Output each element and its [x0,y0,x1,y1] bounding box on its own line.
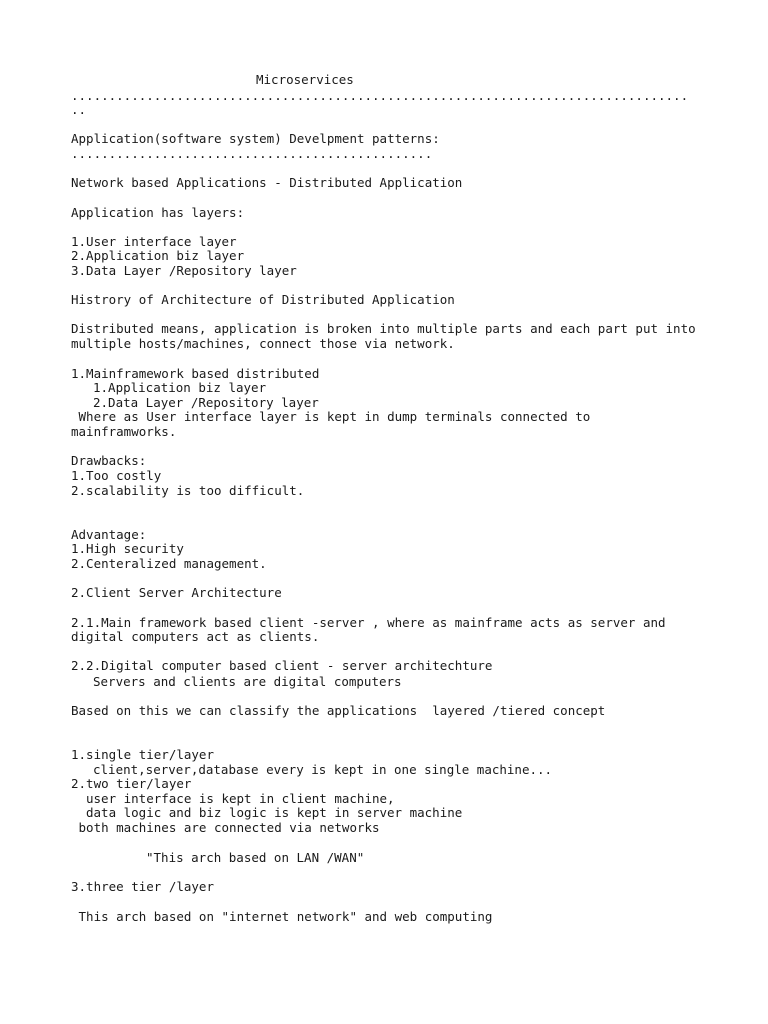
drawback-item: 1.Too costly [71,468,162,483]
lan-wan-quote: "This arch based on LAN /WAN" [146,850,365,865]
layer-item: 2.Application biz layer [71,248,245,263]
client-server-heading: 2.Client Server Architecture [71,585,282,600]
drawback-item: 2.scalability is too difficult. [71,483,305,498]
client-server-point: 2.1.Main framework based client -server , where as mainframe acts as server and [71,615,666,630]
classify-line: Based on this we can classify the applications layered /tiered concept [71,703,606,718]
two-tier-heading: 2.two tier/layer [71,776,192,791]
client-server-point: digital computers act as clients. [71,629,320,644]
two-tier-description: data logic and biz logic is kept in server machine [86,805,463,820]
three-tier-heading: 3.three tier /layer [71,879,214,894]
two-tier-description: user interface is kept in client machine, [86,791,395,806]
dotted-rule-short: ................................................ [71,146,433,161]
drawbacks-heading: Drawbacks: [71,453,147,468]
client-server-point: Servers and clients are digital computers [93,674,402,689]
mainframe-layer-item: 2.Data Layer /Repository layer [93,395,319,410]
dotted-rule: .................................................................................. [71,88,689,103]
layers-intro: Application has layers: [71,205,245,220]
patterns-heading: Application(software system) Develpment patterns: [71,131,440,146]
distributed-definition: Distributed means, application is broken into multiple parts and each part put into [71,321,696,336]
layer-item: 3.Data Layer /Repository layer [71,263,297,278]
layer-item: 1.User interface layer [71,234,237,249]
advantage-item: 1.High security [71,541,184,556]
network-apps-line: Network based Applications - Distributed Application [71,175,463,190]
single-tier-description: client,server,database every is kept in one single machine... [93,762,553,777]
document-title: Microservices [256,72,354,87]
advantage-item: 2.Centeralized management. [71,556,267,571]
history-heading: Histrory of Architecture of Distributed Application [71,292,455,307]
advantage-heading: Advantage: [71,527,147,542]
mainframe-layer-item: 1.Application biz layer [93,380,267,395]
dotted-rule-tail: .. [71,102,87,117]
two-tier-description: both machines are connected via networks [71,820,380,835]
distributed-definition: multiple hosts/machines, connect those via network. [71,336,455,351]
mainframe-note: Where as User interface layer is kept in dump terminals connected to [71,409,591,424]
mainframe-note: mainframworks. [71,424,177,439]
internet-line: This arch based on "internet network" and web computing [71,909,493,924]
single-tier-heading: 1.single tier/layer [71,747,214,762]
mainframe-heading: 1.Mainframework based distributed [71,366,320,381]
client-server-point: 2.2.Digital computer based client - server architechture [71,658,493,673]
